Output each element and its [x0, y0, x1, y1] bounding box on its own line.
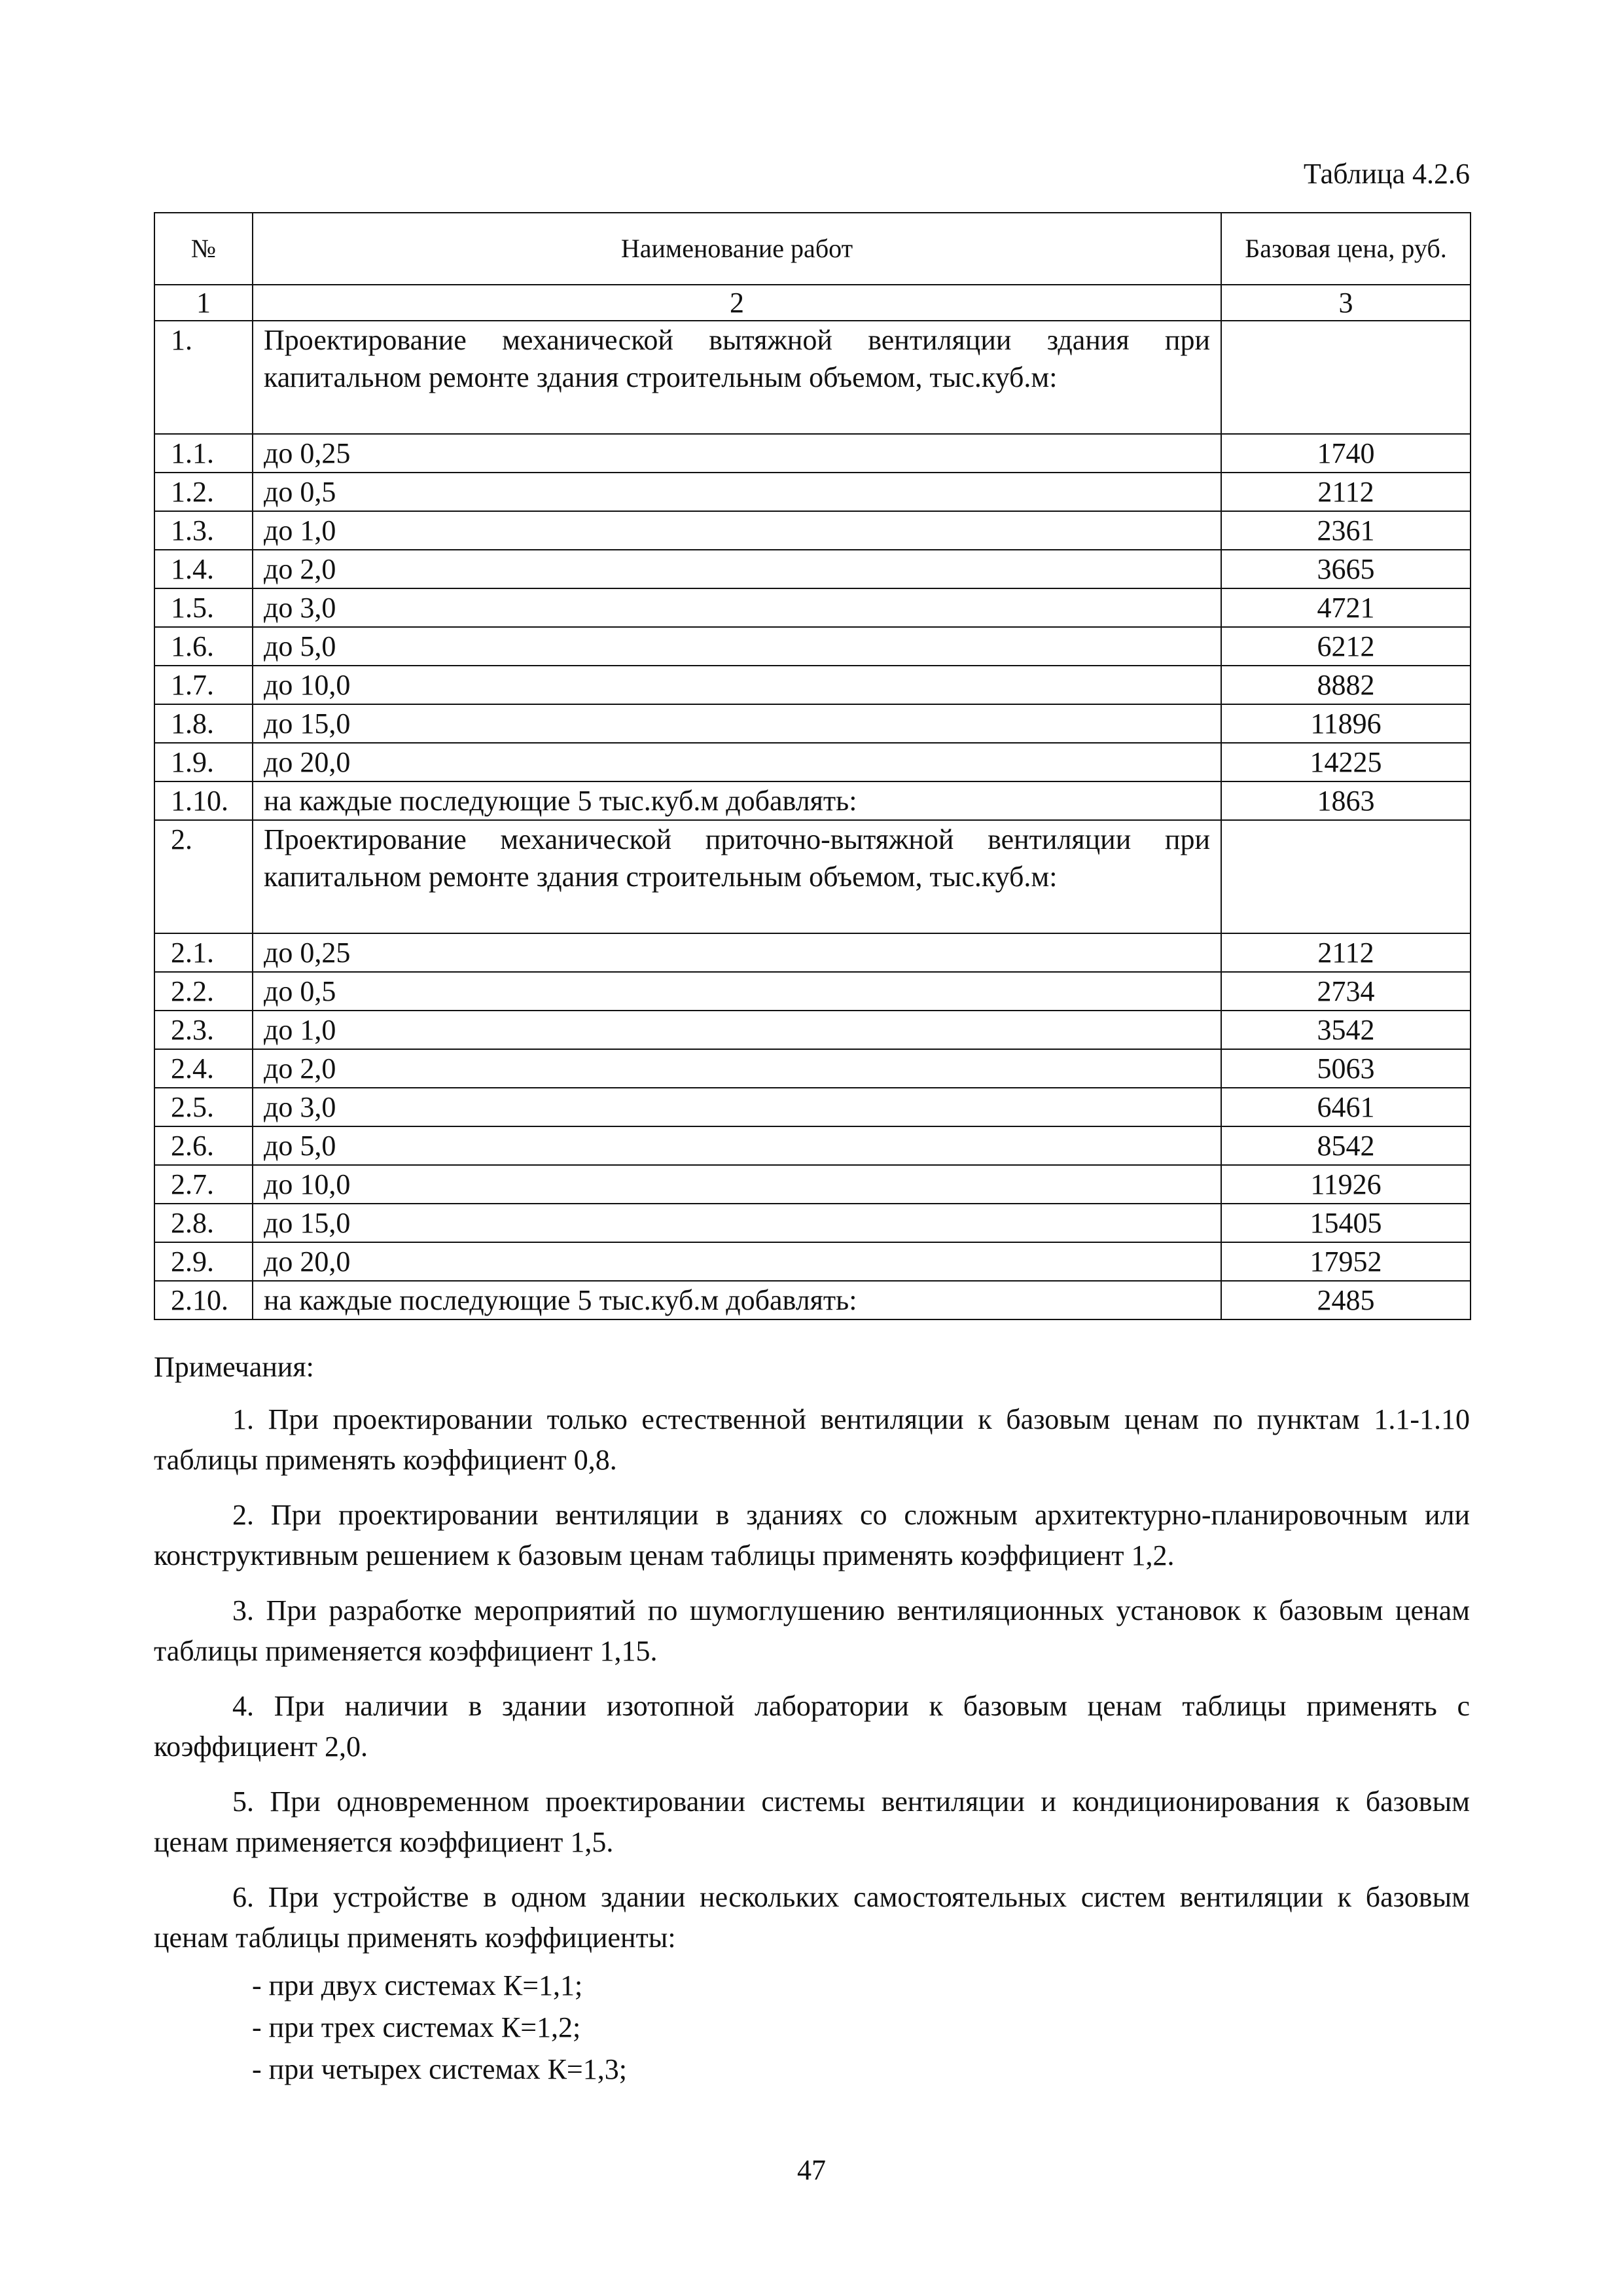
- table-row: [154, 1165, 1471, 1204]
- row-number: 1.4.: [154, 550, 253, 588]
- table-row: [154, 550, 1471, 588]
- note-item: 5. При одновременном проектировании системы вентиляции и кондиционирования к базовым ценам применяется коэффициент 1,5.: [154, 1785, 1470, 1858]
- note-item: 1. При проектировании только естественной вентиляции к базовым ценам по пунктам 1.1-1.10 таблицы применять коэффициент 0,8.: [154, 1403, 1470, 1476]
- row-number: 2.4.: [154, 1049, 253, 1088]
- work-name: до 0,25: [253, 933, 1221, 972]
- row-number: 1.: [154, 321, 253, 434]
- base-price: 2485: [1221, 1281, 1471, 1319]
- header-number: №: [154, 213, 253, 285]
- base-price: 1863: [1221, 781, 1471, 820]
- work-name: до 3,0: [253, 1088, 1221, 1126]
- row-number: 2.9.: [154, 1242, 253, 1281]
- table-row: [154, 511, 1471, 550]
- work-name: до 5,0: [253, 627, 1221, 666]
- base-price: 6212: [1221, 627, 1471, 666]
- row-number: 2.: [154, 820, 253, 933]
- table-row: [154, 1049, 1471, 1088]
- row-number: 1.6.: [154, 627, 253, 666]
- page-number: 47: [797, 2154, 826, 2186]
- base-price: 2734: [1221, 972, 1471, 1011]
- table-row: [154, 1204, 1471, 1242]
- note-item: 3. При разработке мероприятий по шумоглушению вентиляционных установок к базовым ценам таблицы применяется коэффициент 1,15.: [154, 1594, 1470, 1667]
- work-name: до 0,25: [253, 434, 1221, 473]
- row-number: 1.5.: [154, 588, 253, 627]
- work-name: до 2,0: [253, 550, 1221, 588]
- coefficient-item: - при трех системах К=1,2;: [252, 2011, 581, 2043]
- table-row: [154, 666, 1471, 704]
- base-price: 6461: [1221, 1088, 1471, 1126]
- work-name: до 10,0: [253, 1165, 1221, 1204]
- table-row: [154, 933, 1471, 972]
- base-price: 15405: [1221, 1204, 1471, 1242]
- column-index-row: [154, 285, 1471, 321]
- section-row: [154, 820, 1471, 933]
- work-name: до 20,0: [253, 743, 1221, 781]
- work-name: до 1,0: [253, 511, 1221, 550]
- row-number: 2.3.: [154, 1011, 253, 1049]
- row-number: 2.2.: [154, 972, 253, 1011]
- table-row: [154, 704, 1471, 743]
- base-price: 11896: [1221, 704, 1471, 743]
- work-name: до 1,0: [253, 1011, 1221, 1049]
- work-name: до 15,0: [253, 704, 1221, 743]
- price-table: [154, 212, 1471, 1320]
- row-number: 1.8.: [154, 704, 253, 743]
- base-price: 1740: [1221, 434, 1471, 473]
- table-header-row: [154, 213, 1471, 285]
- row-number: 2.8.: [154, 1204, 253, 1242]
- work-name: до 15,0: [253, 1204, 1221, 1242]
- note-item: 4. При наличии в здании изотопной лаборатории к базовым ценам таблицы применять с коэффициент 2,0.: [154, 1690, 1470, 1763]
- row-number: 1.3.: [154, 511, 253, 550]
- work-name: до 3,0: [253, 588, 1221, 627]
- column-index: 3: [1221, 285, 1471, 321]
- base-price: 8542: [1221, 1126, 1471, 1165]
- table-row: [154, 1126, 1471, 1165]
- row-number: 1.2.: [154, 473, 253, 511]
- row-number: 2.10.: [154, 1281, 253, 1319]
- base-price: 2112: [1221, 933, 1471, 972]
- work-name: на каждые последующие 5 тыс.куб.м добавлять:: [253, 1281, 1221, 1319]
- base-price: [1221, 820, 1471, 933]
- work-name: до 20,0: [253, 1242, 1221, 1281]
- row-number: 2.7.: [154, 1165, 253, 1204]
- base-price: 11926: [1221, 1165, 1471, 1204]
- row-number: 2.6.: [154, 1126, 253, 1165]
- work-name: Проектирование механической вытяжной вентиляции здания при капитальном ремонте здания строительным объемом, тыс.куб.м:: [253, 321, 1221, 434]
- section-row: [154, 321, 1471, 434]
- work-name: до 2,0: [253, 1049, 1221, 1088]
- table-row: [154, 473, 1471, 511]
- notes-section: [154, 1347, 1470, 2090]
- base-price: 3542: [1221, 1011, 1471, 1049]
- column-index: 1: [154, 285, 253, 321]
- header-base-price: Базовая цена, руб.: [1221, 213, 1471, 285]
- base-price: [1221, 321, 1471, 434]
- row-number: 1.7.: [154, 666, 253, 704]
- table-row: [154, 588, 1471, 627]
- notes-title: Примечания:: [154, 1351, 314, 1383]
- table-row: [154, 1088, 1471, 1126]
- table-row: [154, 781, 1471, 820]
- table-row: [154, 1281, 1471, 1319]
- table-row: [154, 743, 1471, 781]
- base-price: 2361: [1221, 511, 1471, 550]
- row-number: 2.5.: [154, 1088, 253, 1126]
- work-name: до 0,5: [253, 972, 1221, 1011]
- table-caption: Таблица 4.2.6: [1303, 158, 1470, 190]
- table-row: [154, 972, 1471, 1011]
- table-row: [154, 1011, 1471, 1049]
- work-name: до 0,5: [253, 473, 1221, 511]
- row-number: 2.1.: [154, 933, 253, 972]
- table-row: [154, 627, 1471, 666]
- work-name: на каждые последующие 5 тыс.куб.м добавлять:: [253, 781, 1221, 820]
- note-item: 6. При устройстве в одном здании нескольких самостоятельных систем вентиляции к базовым ценам таблицы применять коэффициенты:: [154, 1881, 1470, 1954]
- work-name: до 5,0: [253, 1126, 1221, 1165]
- base-price: 4721: [1221, 588, 1471, 627]
- work-name: Проектирование механической приточно-вытяжной вентиляции при капитальном ремонте здания строительным объемом, тыс.куб.м:: [253, 820, 1221, 933]
- note-item: 2. При проектировании вентиляции в зданиях со сложным архитектурно-планировочным или конструктивным решением к базовым ценам таблицы применять коэффициент 1,2.: [154, 1499, 1470, 1571]
- work-name: до 10,0: [253, 666, 1221, 704]
- base-price: 3665: [1221, 550, 1471, 588]
- base-price: 17952: [1221, 1242, 1471, 1281]
- base-price: 2112: [1221, 473, 1471, 511]
- row-number: 1.10.: [154, 781, 253, 820]
- coefficient-item: - при двух системах К=1,1;: [252, 1969, 583, 2001]
- row-number: 1.9.: [154, 743, 253, 781]
- base-price: 14225: [1221, 743, 1471, 781]
- table-row: [154, 434, 1471, 473]
- table-row: [154, 1242, 1471, 1281]
- table-body: [154, 321, 1471, 1319]
- row-number: 1.1.: [154, 434, 253, 473]
- coefficient-item: - при четырех системах К=1,3;: [252, 2053, 627, 2085]
- header-work-name: Наименование работ: [253, 213, 1221, 285]
- column-index: 2: [253, 285, 1221, 321]
- base-price: 5063: [1221, 1049, 1471, 1088]
- base-price: 8882: [1221, 666, 1471, 704]
